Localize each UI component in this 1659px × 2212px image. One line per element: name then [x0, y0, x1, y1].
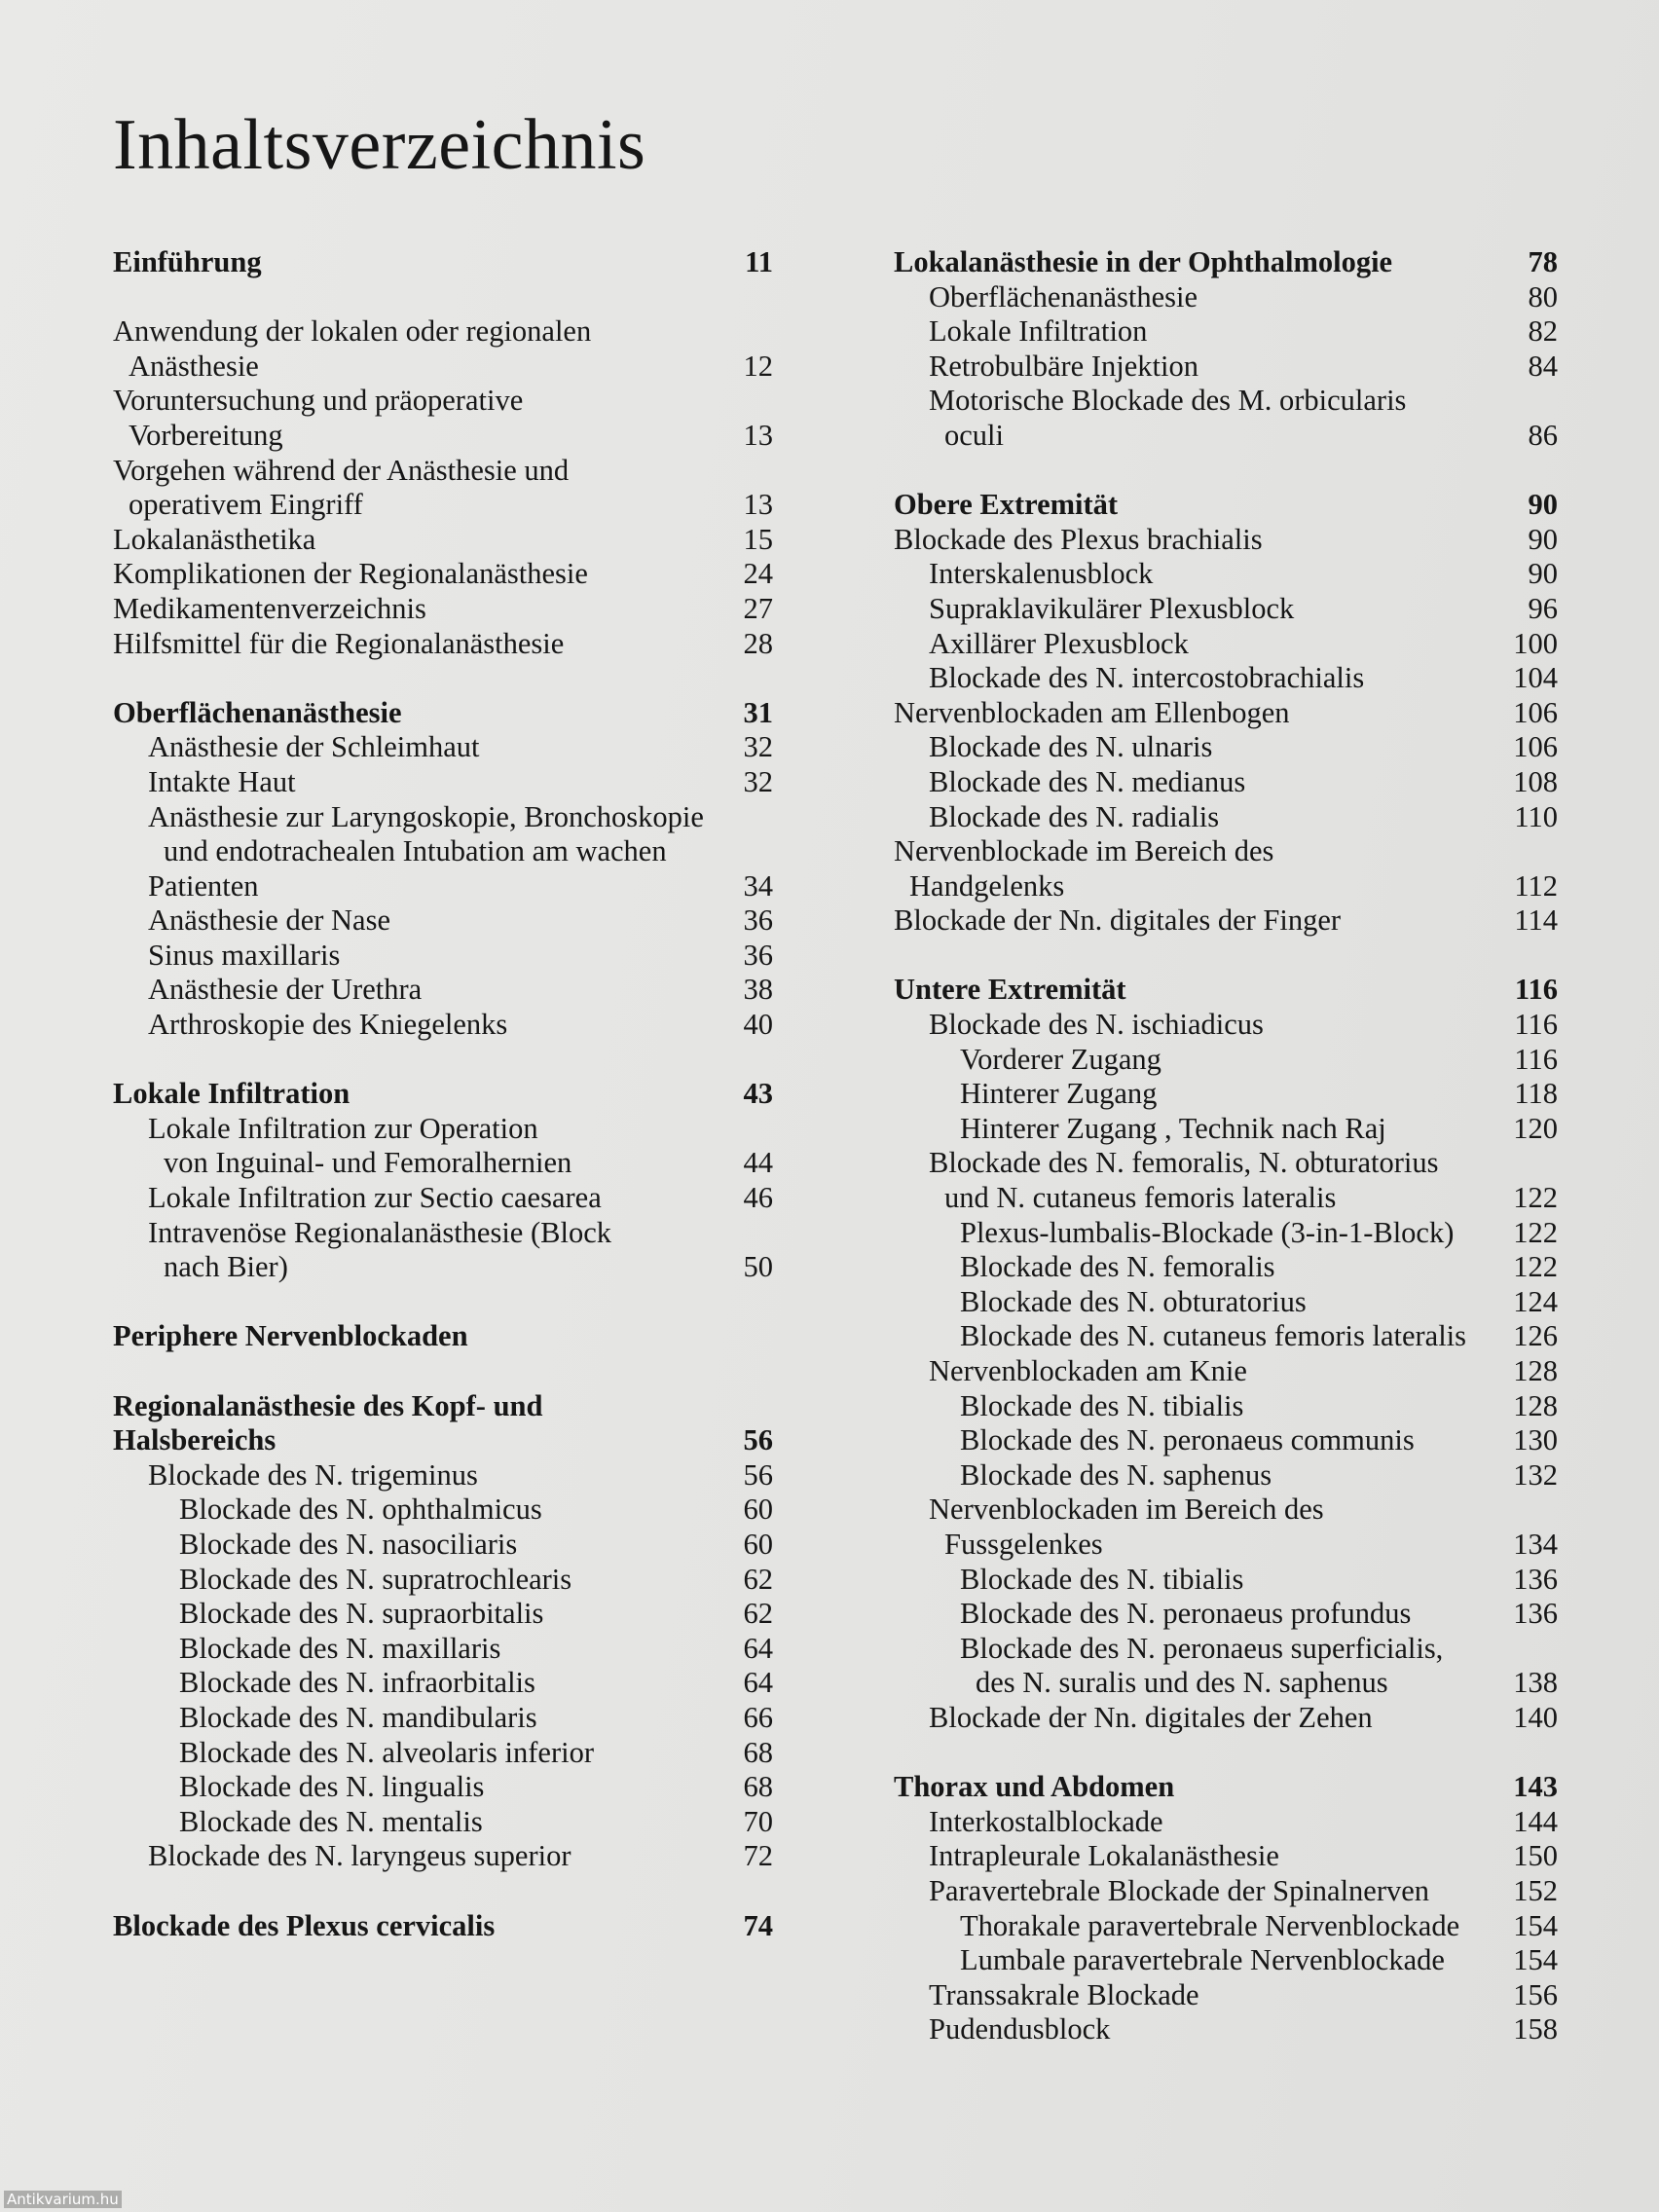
- toc-right-column: [894, 245, 1558, 2047]
- toc-entry-page: 106: [1513, 730, 1558, 764]
- toc-entry: [894, 314, 1558, 350]
- toc-entry: [894, 1528, 1558, 1563]
- toc-entry: [113, 1008, 773, 1043]
- toc-entry-title: Arthroskopie des Kniegelenks: [148, 1008, 508, 1042]
- toc-entry-title: Blockade des N. femoralis, N. obturatorius: [929, 1146, 1439, 1180]
- toc-entry: [894, 1666, 1558, 1701]
- toc-entry-title: Hinterer Zugang: [960, 1077, 1158, 1111]
- toc-entry-page: 31: [743, 695, 773, 729]
- toc-entry: [113, 523, 773, 558]
- toc-entry: [113, 1458, 773, 1493]
- toc-entry-title: Blockade des N. nasociliaris: [179, 1527, 518, 1561]
- toc-entry-page: 13: [743, 488, 773, 522]
- toc-entry-page: 132: [1513, 1457, 1558, 1492]
- toc-entry: [113, 1805, 773, 1840]
- toc-entry-page: 28: [743, 626, 773, 660]
- toc-section-heading: [894, 245, 1558, 280]
- toc-entry-title: Obere Extremität: [894, 488, 1119, 522]
- toc-entry: [113, 1701, 773, 1736]
- toc-entry-title: oculi: [944, 418, 1004, 452]
- toc-entry-title: Anwendung der lokalen oder regionalen: [113, 314, 592, 349]
- toc-entry-page: 56: [743, 1457, 773, 1492]
- toc-entry-page: 122: [1513, 1215, 1558, 1249]
- toc-entry-title: Blockade des N. femoralis: [960, 1250, 1275, 1284]
- toc-entry: [113, 1181, 773, 1216]
- toc-entry: [113, 488, 773, 523]
- toc-entry-page: 68: [743, 1735, 773, 1769]
- toc-entry-title: Blockade des N. peronaeus superficialis,: [960, 1631, 1444, 1665]
- toc-entry-page: 12: [743, 349, 773, 383]
- toc-entry: [113, 1563, 773, 1598]
- toc-entry-page: 46: [743, 1181, 773, 1215]
- toc-entry-title: Komplikationen der Regionalanästhesie: [113, 557, 588, 591]
- toc-entry: [113, 419, 773, 454]
- toc-entry: [113, 627, 773, 662]
- toc-entry-title: Thorakale paravertebrale Nervenblockade: [960, 1908, 1460, 1942]
- toc-entry-page: 106: [1513, 695, 1558, 729]
- toc-entry: [894, 1319, 1558, 1354]
- toc-entry-title: Motorische Blockade des M. orbicularis: [929, 384, 1407, 418]
- toc-entry-page: 84: [1528, 349, 1558, 383]
- toc-left-column: [113, 245, 773, 1943]
- toc-entry-page: 120: [1513, 1111, 1558, 1145]
- toc-entry-title: Nervenblockaden am Knie: [929, 1354, 1247, 1387]
- toc-entry: [894, 1285, 1558, 1320]
- toc-entry-title: nach Bier): [164, 1250, 288, 1284]
- toc-entry-title: Blockade des N. tibialis: [960, 1388, 1244, 1422]
- toc-entry-page: 116: [1514, 1008, 1558, 1042]
- toc-entry-title: Axillärer Plexusblock: [929, 626, 1189, 660]
- toc-entry: [894, 627, 1558, 662]
- toc-entry: [113, 1736, 773, 1771]
- toc-entry: [894, 800, 1558, 835]
- toc-entry-page: 34: [743, 868, 773, 903]
- toc-entry-title: Interskalenusblock: [929, 557, 1154, 591]
- toc-entry: [894, 592, 1558, 627]
- toc-entry-title: Blockade des N. supratrochlearis: [179, 1562, 572, 1596]
- toc-entry: [894, 1146, 1558, 1181]
- toc-entry-title: Blockade des N. supraorbitalis: [179, 1597, 544, 1631]
- toc-entry-title: Periphere Nervenblockaden: [113, 1319, 468, 1353]
- toc-entry: [894, 1389, 1558, 1424]
- toc-entry-page: 116: [1514, 1042, 1558, 1076]
- toc-entry: [894, 1839, 1558, 1874]
- toc-section-heading: [113, 245, 773, 280]
- toc-entry: [894, 350, 1558, 385]
- toc-entry: [113, 834, 773, 869]
- toc-entry-title: Patienten: [148, 868, 259, 903]
- toc-entry-title: Blockade der Nn. digitales der Finger: [894, 903, 1342, 938]
- toc-entry: [113, 350, 773, 385]
- toc-section-heading: [894, 973, 1558, 1008]
- toc-entry-title: Blockade des N. peronaeus profundus: [960, 1597, 1412, 1631]
- toc-entry-page: 68: [743, 1770, 773, 1804]
- toc-entry-title: Fussgelenkes: [944, 1527, 1103, 1561]
- watermark: Antikvarium.hu: [4, 2191, 122, 2208]
- toc-entry: [113, 1666, 773, 1701]
- toc-entry-title: Oberflächenanästhesie: [929, 279, 1198, 313]
- toc-entry-title: Supraklavikulärer Plexusblock: [929, 591, 1295, 625]
- toc-entry-title: Blockade des N. cutaneus femoris lateralis: [960, 1319, 1467, 1353]
- toc-entry-page: 126: [1513, 1319, 1558, 1353]
- toc-entry-page: 154: [1513, 1908, 1558, 1942]
- toc-entry-title: Anästhesie der Nase: [148, 903, 390, 938]
- toc-entry: [113, 1216, 773, 1251]
- toc-entry: [894, 1077, 1558, 1112]
- toc-entry: [113, 1632, 773, 1667]
- toc-section-heading: [113, 1909, 773, 1944]
- toc-entry-page: 140: [1513, 1700, 1558, 1734]
- toc-entry-title: Blockade der Nn. digitales der Zehen: [929, 1700, 1373, 1734]
- toc-entry-page: 116: [1514, 973, 1558, 1007]
- toc-entry-title: Blockade des N. saphenus: [960, 1457, 1272, 1492]
- toc-section-heading: [113, 1423, 773, 1458]
- toc-entry-page: 80: [1528, 279, 1558, 313]
- toc-entry-page: 122: [1513, 1181, 1558, 1215]
- toc-entry-title: Blockade des N. mentalis: [179, 1804, 483, 1838]
- toc-entry: [894, 834, 1558, 869]
- toc-entry-page: 40: [743, 1008, 773, 1042]
- toc-entry-page: 56: [743, 1423, 773, 1457]
- toc-entry: [894, 1701, 1558, 1736]
- toc-entry-page: 15: [743, 522, 773, 556]
- toc-entry-title: Hilfsmittel für die Regionalanästhesie: [113, 626, 565, 660]
- page-title: Inhaltsverzeichnis: [113, 105, 646, 185]
- toc-entry-page: 62: [743, 1562, 773, 1596]
- toc-entry-title: Blockade des N. lingualis: [179, 1770, 485, 1804]
- toc-entry-page: 90: [1528, 488, 1558, 522]
- toc-entry: [113, 384, 773, 419]
- toc-entry: [113, 557, 773, 592]
- toc-entry-page: 110: [1514, 799, 1558, 833]
- toc-entry: [894, 1423, 1558, 1458]
- toc-entry-title: Anästhesie der Urethra: [148, 973, 423, 1007]
- toc-entry-title: Oberflächenanästhesie: [113, 695, 402, 729]
- toc-entry-page: 66: [743, 1700, 773, 1734]
- toc-entry: [113, 903, 773, 939]
- toc-entry-page: 36: [743, 903, 773, 938]
- toc-entry-title: Retrobulbäre Injektion: [929, 349, 1198, 383]
- toc-entry-title: Blockade des N. intercostobrachialis: [929, 661, 1365, 695]
- toc-section-heading: [894, 488, 1558, 523]
- toc-entry-title: Blockade des Plexus cervicalis: [113, 1908, 496, 1942]
- toc-entry: [113, 1250, 773, 1285]
- toc-entry-title: Lokale Infiltration zur Operation: [148, 1111, 538, 1145]
- toc-entry: [894, 1250, 1558, 1285]
- toc-entry: [894, 1181, 1558, 1216]
- toc-entry: [113, 314, 773, 350]
- toc-entry-page: 38: [743, 973, 773, 1007]
- toc-entry-title: Medikamentenverzeichnis: [113, 591, 426, 625]
- toc-entry-page: 82: [1528, 314, 1558, 349]
- toc-entry: [894, 1043, 1558, 1078]
- toc-entry-page: 60: [743, 1493, 773, 1527]
- toc-entry-title: Lokalanästhesie in der Ophthalmologie: [894, 245, 1393, 278]
- toc-entry-page: 32: [743, 764, 773, 798]
- toc-entry-title: Regionalanästhesie des Kopf- und: [113, 1388, 543, 1422]
- toc-entry-title: Intrapleurale Lokalanästhesie: [929, 1839, 1279, 1873]
- toc-entry-title: Vorbereitung: [129, 418, 283, 452]
- toc-entry-title: und N. cutaneus femoris lateralis: [944, 1181, 1337, 1215]
- toc-entry-title: Blockade des N. infraorbitalis: [179, 1666, 535, 1700]
- toc-entry-page: 78: [1528, 245, 1558, 278]
- toc-entry-title: und endotrachealen Intubation am wachen: [164, 834, 667, 868]
- toc-entry-page: 112: [1514, 868, 1558, 903]
- toc-entry: [113, 592, 773, 627]
- toc-entry-title: Blockade des N. peronaeus communis: [960, 1423, 1415, 1457]
- toc-entry-title: Interkostalblockade: [929, 1804, 1163, 1838]
- toc-entry-page: 158: [1513, 2012, 1558, 2046]
- toc-entry: [113, 1839, 773, 1874]
- toc-entry-page: 136: [1513, 1597, 1558, 1631]
- toc-entry-title: Anästhesie der Schleimhaut: [148, 730, 480, 764]
- toc-entry-page: 44: [743, 1146, 773, 1180]
- toc-entry-page: 124: [1513, 1284, 1558, 1318]
- toc-entry-page: 104: [1513, 661, 1558, 695]
- toc-entry-title: Blockade des N. ulnaris: [929, 730, 1213, 764]
- toc-entry-title: Anästhesie zur Laryngoskopie, Bronchoskopie: [148, 799, 704, 833]
- toc-entry-page: 108: [1513, 764, 1558, 798]
- toc-entry-page: 90: [1528, 522, 1558, 556]
- toc-entry-page: 27: [743, 591, 773, 625]
- toc-entry-page: 154: [1513, 1943, 1558, 1977]
- toc-entry: [894, 1874, 1558, 1909]
- toc-entry: [894, 1909, 1558, 1944]
- toc-entry-title: Blockade des N. medianus: [929, 764, 1246, 798]
- toc-entry-page: 86: [1528, 418, 1558, 452]
- toc-section-heading: [113, 1319, 773, 1354]
- toc-entry-page: 90: [1528, 557, 1558, 591]
- toc-entry-page: 100: [1513, 626, 1558, 660]
- toc-entry-page: 13: [743, 418, 773, 452]
- toc-entry-title: Hinterer Zugang , Technik nach Raj: [960, 1111, 1386, 1145]
- toc-entry-page: 122: [1513, 1250, 1558, 1284]
- toc-entry-page: 156: [1513, 1977, 1558, 2011]
- toc-entry-title: Sinus maxillaris: [148, 938, 341, 972]
- toc-entry: [894, 419, 1558, 454]
- toc-entry-title: operativem Eingriff: [129, 488, 363, 522]
- toc-entry-page: 64: [743, 1631, 773, 1665]
- toc-entry-title: Blockade des N. ophthalmicus: [179, 1493, 542, 1527]
- toc-entry: [894, 1978, 1558, 2013]
- toc-entry: [894, 523, 1558, 558]
- toc-entry-title: Lokalanästhetika: [113, 522, 316, 556]
- toc-entry-title: Handgelenks: [909, 868, 1065, 903]
- toc-entry-title: Intakte Haut: [148, 764, 296, 798]
- toc-entry-title: Lokale Infiltration: [113, 1077, 350, 1111]
- toc-entry-page: 150: [1513, 1839, 1558, 1873]
- toc-entry-title: Anästhesie: [129, 349, 259, 383]
- toc-entry-page: 138: [1513, 1666, 1558, 1700]
- toc-entry-title: Blockade des N. laryngeus superior: [148, 1839, 571, 1873]
- toc-entry-page: 72: [743, 1839, 773, 1873]
- toc-entry-title: Transsakrale Blockade: [929, 1977, 1199, 2011]
- toc-entry-page: 36: [743, 938, 773, 972]
- toc-entry: [113, 939, 773, 974]
- toc-entry: [894, 696, 1558, 731]
- toc-entry-title: Blockade des Plexus brachialis: [894, 522, 1263, 556]
- toc-entry: [894, 1493, 1558, 1528]
- toc-entry-title: Blockade des N. radialis: [929, 799, 1220, 833]
- toc-entry-title: Einführung: [113, 245, 262, 278]
- toc-entry-page: 60: [743, 1527, 773, 1561]
- toc-entry-page: 143: [1513, 1770, 1558, 1804]
- toc-entry: [894, 765, 1558, 800]
- toc-entry-title: Halsbereichs: [113, 1423, 276, 1457]
- toc-entry-title: Blockade des N. ischiadicus: [929, 1008, 1264, 1042]
- toc-entry: [894, 730, 1558, 765]
- toc-section-heading: [113, 1389, 773, 1424]
- toc-entry: [113, 454, 773, 489]
- toc-entry-page: 62: [743, 1597, 773, 1631]
- toc-entry: [894, 1805, 1558, 1840]
- toc-entry: [113, 1112, 773, 1147]
- toc-entry-title: Blockade des N. tibialis: [960, 1562, 1244, 1596]
- toc-entry: [113, 1770, 773, 1805]
- toc-entry-title: Vorderer Zugang: [960, 1042, 1161, 1076]
- toc-entry: [113, 1597, 773, 1632]
- toc-entry-page: 11: [745, 245, 773, 278]
- toc-entry-page: 144: [1513, 1804, 1558, 1838]
- toc-entry: [894, 1458, 1558, 1493]
- toc-entry: [113, 1493, 773, 1528]
- toc-entry-title: Nervenblockaden am Ellenbogen: [894, 695, 1290, 729]
- toc-entry-title: Blockade des N. maxillaris: [179, 1631, 501, 1665]
- toc-section-heading: [113, 696, 773, 731]
- toc-entry-page: 24: [743, 557, 773, 591]
- toc-section-heading: [113, 1077, 773, 1112]
- toc-entry: [113, 800, 773, 835]
- toc-entry-title: Lokale Infiltration zur Sectio caesarea: [148, 1181, 602, 1215]
- toc-entry: [113, 730, 773, 765]
- toc-entry-title: Nervenblockaden im Bereich des: [929, 1493, 1324, 1527]
- toc-entry-title: Vorgehen während der Anästhesie und: [113, 453, 570, 487]
- toc-entry: [894, 280, 1558, 315]
- toc-entry-page: 70: [743, 1804, 773, 1838]
- toc-entry-page: 32: [743, 730, 773, 764]
- toc-entry: [894, 1008, 1558, 1043]
- toc-entry-page: 136: [1513, 1562, 1558, 1596]
- toc-entry-title: von Inguinal- und Femoralhernien: [164, 1146, 572, 1180]
- toc-entry: [113, 1528, 773, 1563]
- toc-entry-title: Blockade des N. alveolaris inferior: [179, 1735, 595, 1769]
- toc-entry: [894, 557, 1558, 592]
- toc-entry: [894, 1563, 1558, 1598]
- toc-entry-page: 130: [1513, 1423, 1558, 1457]
- toc-entry-page: 64: [743, 1666, 773, 1700]
- toc-entry: [894, 2012, 1558, 2047]
- toc-entry: [113, 973, 773, 1008]
- toc-entry: [113, 869, 773, 904]
- toc-entry: [894, 1943, 1558, 1978]
- toc-entry-title: des N. suralis und des N. saphenus: [976, 1666, 1388, 1700]
- toc-entry-title: Pudendusblock: [929, 2012, 1111, 2046]
- toc-entry-page: 50: [743, 1250, 773, 1284]
- toc-entry: [113, 1146, 773, 1181]
- toc-entry: [894, 1216, 1558, 1251]
- toc-entry-title: Paravertebrale Blockade der Spinalnerven: [929, 1873, 1430, 1907]
- toc-entry-page: 118: [1514, 1077, 1558, 1111]
- toc-entry-page: 134: [1513, 1527, 1558, 1561]
- toc-section-heading: [894, 1770, 1558, 1805]
- toc-entry-page: 96: [1528, 591, 1558, 625]
- toc-entry-title: Lokale Infiltration: [929, 314, 1148, 349]
- toc-entry: [894, 1597, 1558, 1632]
- toc-entry: [894, 384, 1558, 419]
- toc-entry-page: 114: [1514, 903, 1558, 938]
- toc-entry-title: Blockade des N. mandibularis: [179, 1700, 537, 1734]
- toc-entry-page: 128: [1513, 1388, 1558, 1422]
- toc-entry-title: Intravenöse Regionalanästhesie (Block: [148, 1215, 611, 1249]
- toc-entry: [894, 661, 1558, 696]
- toc-entry: [894, 869, 1558, 904]
- toc-entry: [894, 903, 1558, 939]
- toc-entry-title: Thorax und Abdomen: [894, 1770, 1175, 1804]
- toc-entry-page: 43: [743, 1077, 773, 1111]
- toc-entry: [113, 765, 773, 800]
- toc-entry-title: Nervenblockade im Bereich des: [894, 834, 1274, 868]
- toc-entry-title: Blockade des N. trigeminus: [148, 1457, 478, 1492]
- toc-entry-title: Blockade des N. obturatorius: [960, 1284, 1307, 1318]
- toc-entry-page: 128: [1513, 1354, 1558, 1387]
- toc-entry-page: 74: [743, 1908, 773, 1942]
- toc-entry-title: Voruntersuchung und präoperative: [113, 384, 524, 418]
- toc-entry-title: Plexus-lumbalis-Blockade (3-in-1-Block): [960, 1215, 1455, 1249]
- toc-entry-title: Lumbale paravertebrale Nervenblockade: [960, 1943, 1445, 1977]
- toc-entry: [894, 1632, 1558, 1667]
- toc-entry-page: 152: [1513, 1873, 1558, 1907]
- toc-entry: [894, 1354, 1558, 1389]
- toc-entry-title: Untere Extremität: [894, 973, 1126, 1007]
- toc-entry: [894, 1112, 1558, 1147]
